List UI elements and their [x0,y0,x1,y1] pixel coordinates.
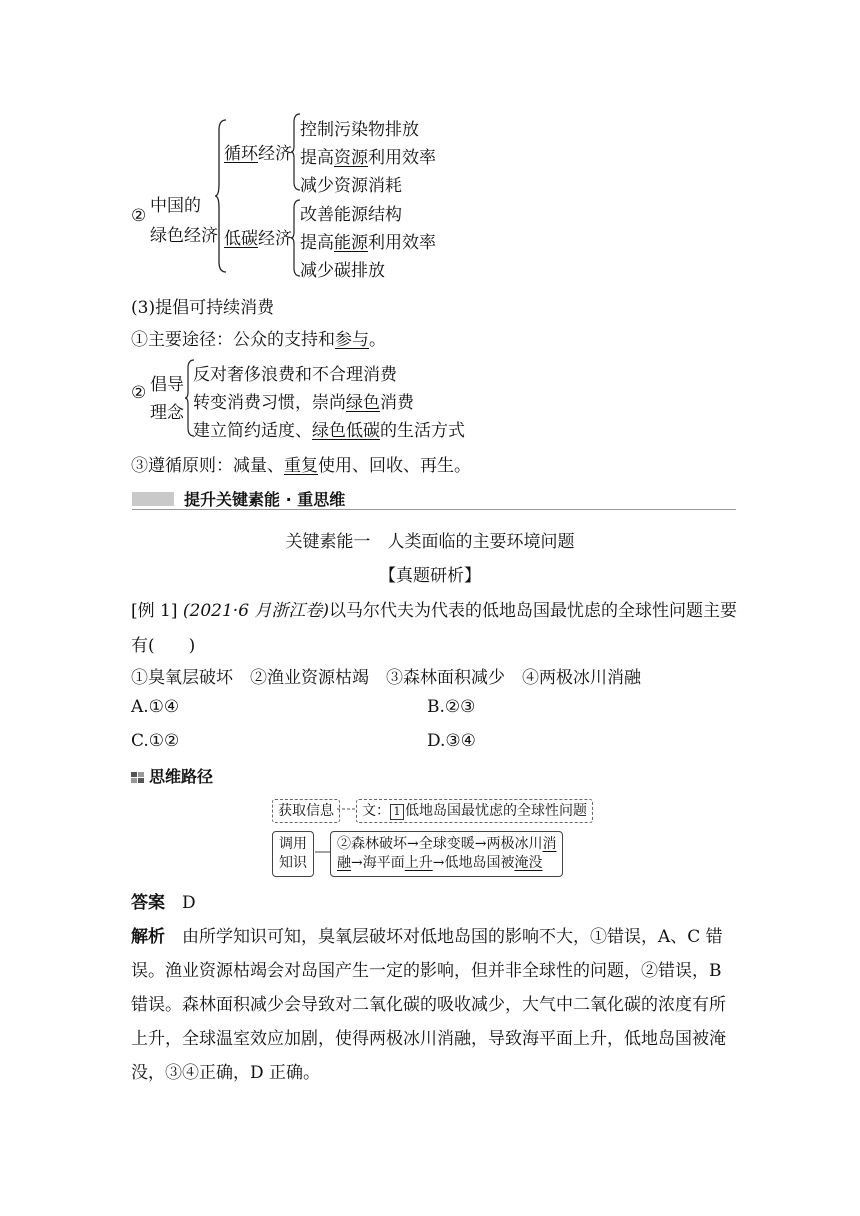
info-content-box: 文： 1 低地岛国最忧虑的全球性问题 [356,799,593,823]
tree-leaf: 提高能源利用效率 [300,233,436,253]
knowledge-connector [315,849,331,855]
example-options: ①臭氧层破坏 ②渔业资源枯竭 ③森林面积减少 ④两极冰川消融 [131,668,641,688]
tree-leaf: 减少碳排放 [300,261,385,281]
answer-line: 答案 D [131,893,196,913]
section-header-bar [132,490,736,510]
tree-leaf: 提高资源利用效率 [300,148,436,168]
circle-number: ② [131,206,147,226]
tree-leaf: 控制污染物排放 [300,120,419,140]
concept-label: 倡导 [150,375,184,395]
circle-number: ② [131,383,147,403]
tree-root-label: 中国的 [150,196,201,216]
choice-b: B.②③ [427,697,476,717]
section-header-title: 提升关键素能 · 重思维 [184,490,346,509]
header-rule [132,509,736,510]
concept-label: 理念 [150,403,184,423]
numbered-square: 1 [390,804,404,820]
concept-item: 反对奢侈浪费和不合理消费 [193,365,397,385]
example-question-line: 有( ) [131,636,196,656]
subtitle: 关键素能一 人类面临的主要环境问题 [285,532,575,552]
knowledge-content-box: ②森林破坏→全球变暖→两极冰川消 融→海平面上升→低地岛国被淹没 [330,831,563,877]
tree-leaf: 改善能源结构 [300,205,402,225]
thinking-path-title: 思维路径 [149,767,214,786]
circular-economy-label: 循环经济 [224,144,292,164]
choice-c: C.①② [131,731,180,751]
section-heading: (3)提倡可持续消费 [131,298,275,318]
analysis-line: 误。渔业资源枯竭会对岛国产生一定的影响，但并非全球性的问题，②错误，B [131,961,722,981]
concept-item: 转变消费习惯，崇尚绿色消费 [193,393,414,413]
header-gray-block [132,492,174,506]
thinking-path-icon [131,769,145,781]
tree-root-label: 绿色经济 [150,226,218,246]
concept-item: 建立简约适度、绿色低碳的生活方式 [193,421,465,441]
info-box: 获取信息 [272,799,340,823]
tree-leaf: 减少资源消耗 [300,176,402,196]
analysis-line: 解析 由所学知识可知，臭氧层破坏对低地岛国的影响不大，①错误，A、C 错 [131,927,723,947]
choice-a: A.①④ [131,697,180,717]
analysis-line: 错误。森林面积减少会导致对二氧化碳的吸收减少，大气中二氧化碳的浓度有所 [131,995,726,1015]
bracket-title: 【真题研析】 [379,566,481,586]
lowcarbon-economy-label: 低碳经济 [224,229,292,249]
knowledge-box: 调用 知识 [272,831,314,877]
route-line: ①主要途径：公众的支持和参与。 [131,330,386,350]
analysis-line: 没，③④正确，D 正确。 [131,1063,321,1083]
analysis-line: 上升，全球温室效应加剧，使得两极冰川消融，导致海平面上升，低地岛国被淹 [131,1029,726,1049]
principle-line: ③遵循原则：减量、重复使用、回收、再生。 [131,456,471,476]
choice-d: D.③④ [427,731,476,751]
analysis-paragraph [131,920,731,1090]
info-connector [337,806,357,812]
example-question-line: [例 1] (2021·6 月浙江卷)以马尔代夫为代表的低地岛国最忧虑的全球性问题主要 [131,601,738,621]
